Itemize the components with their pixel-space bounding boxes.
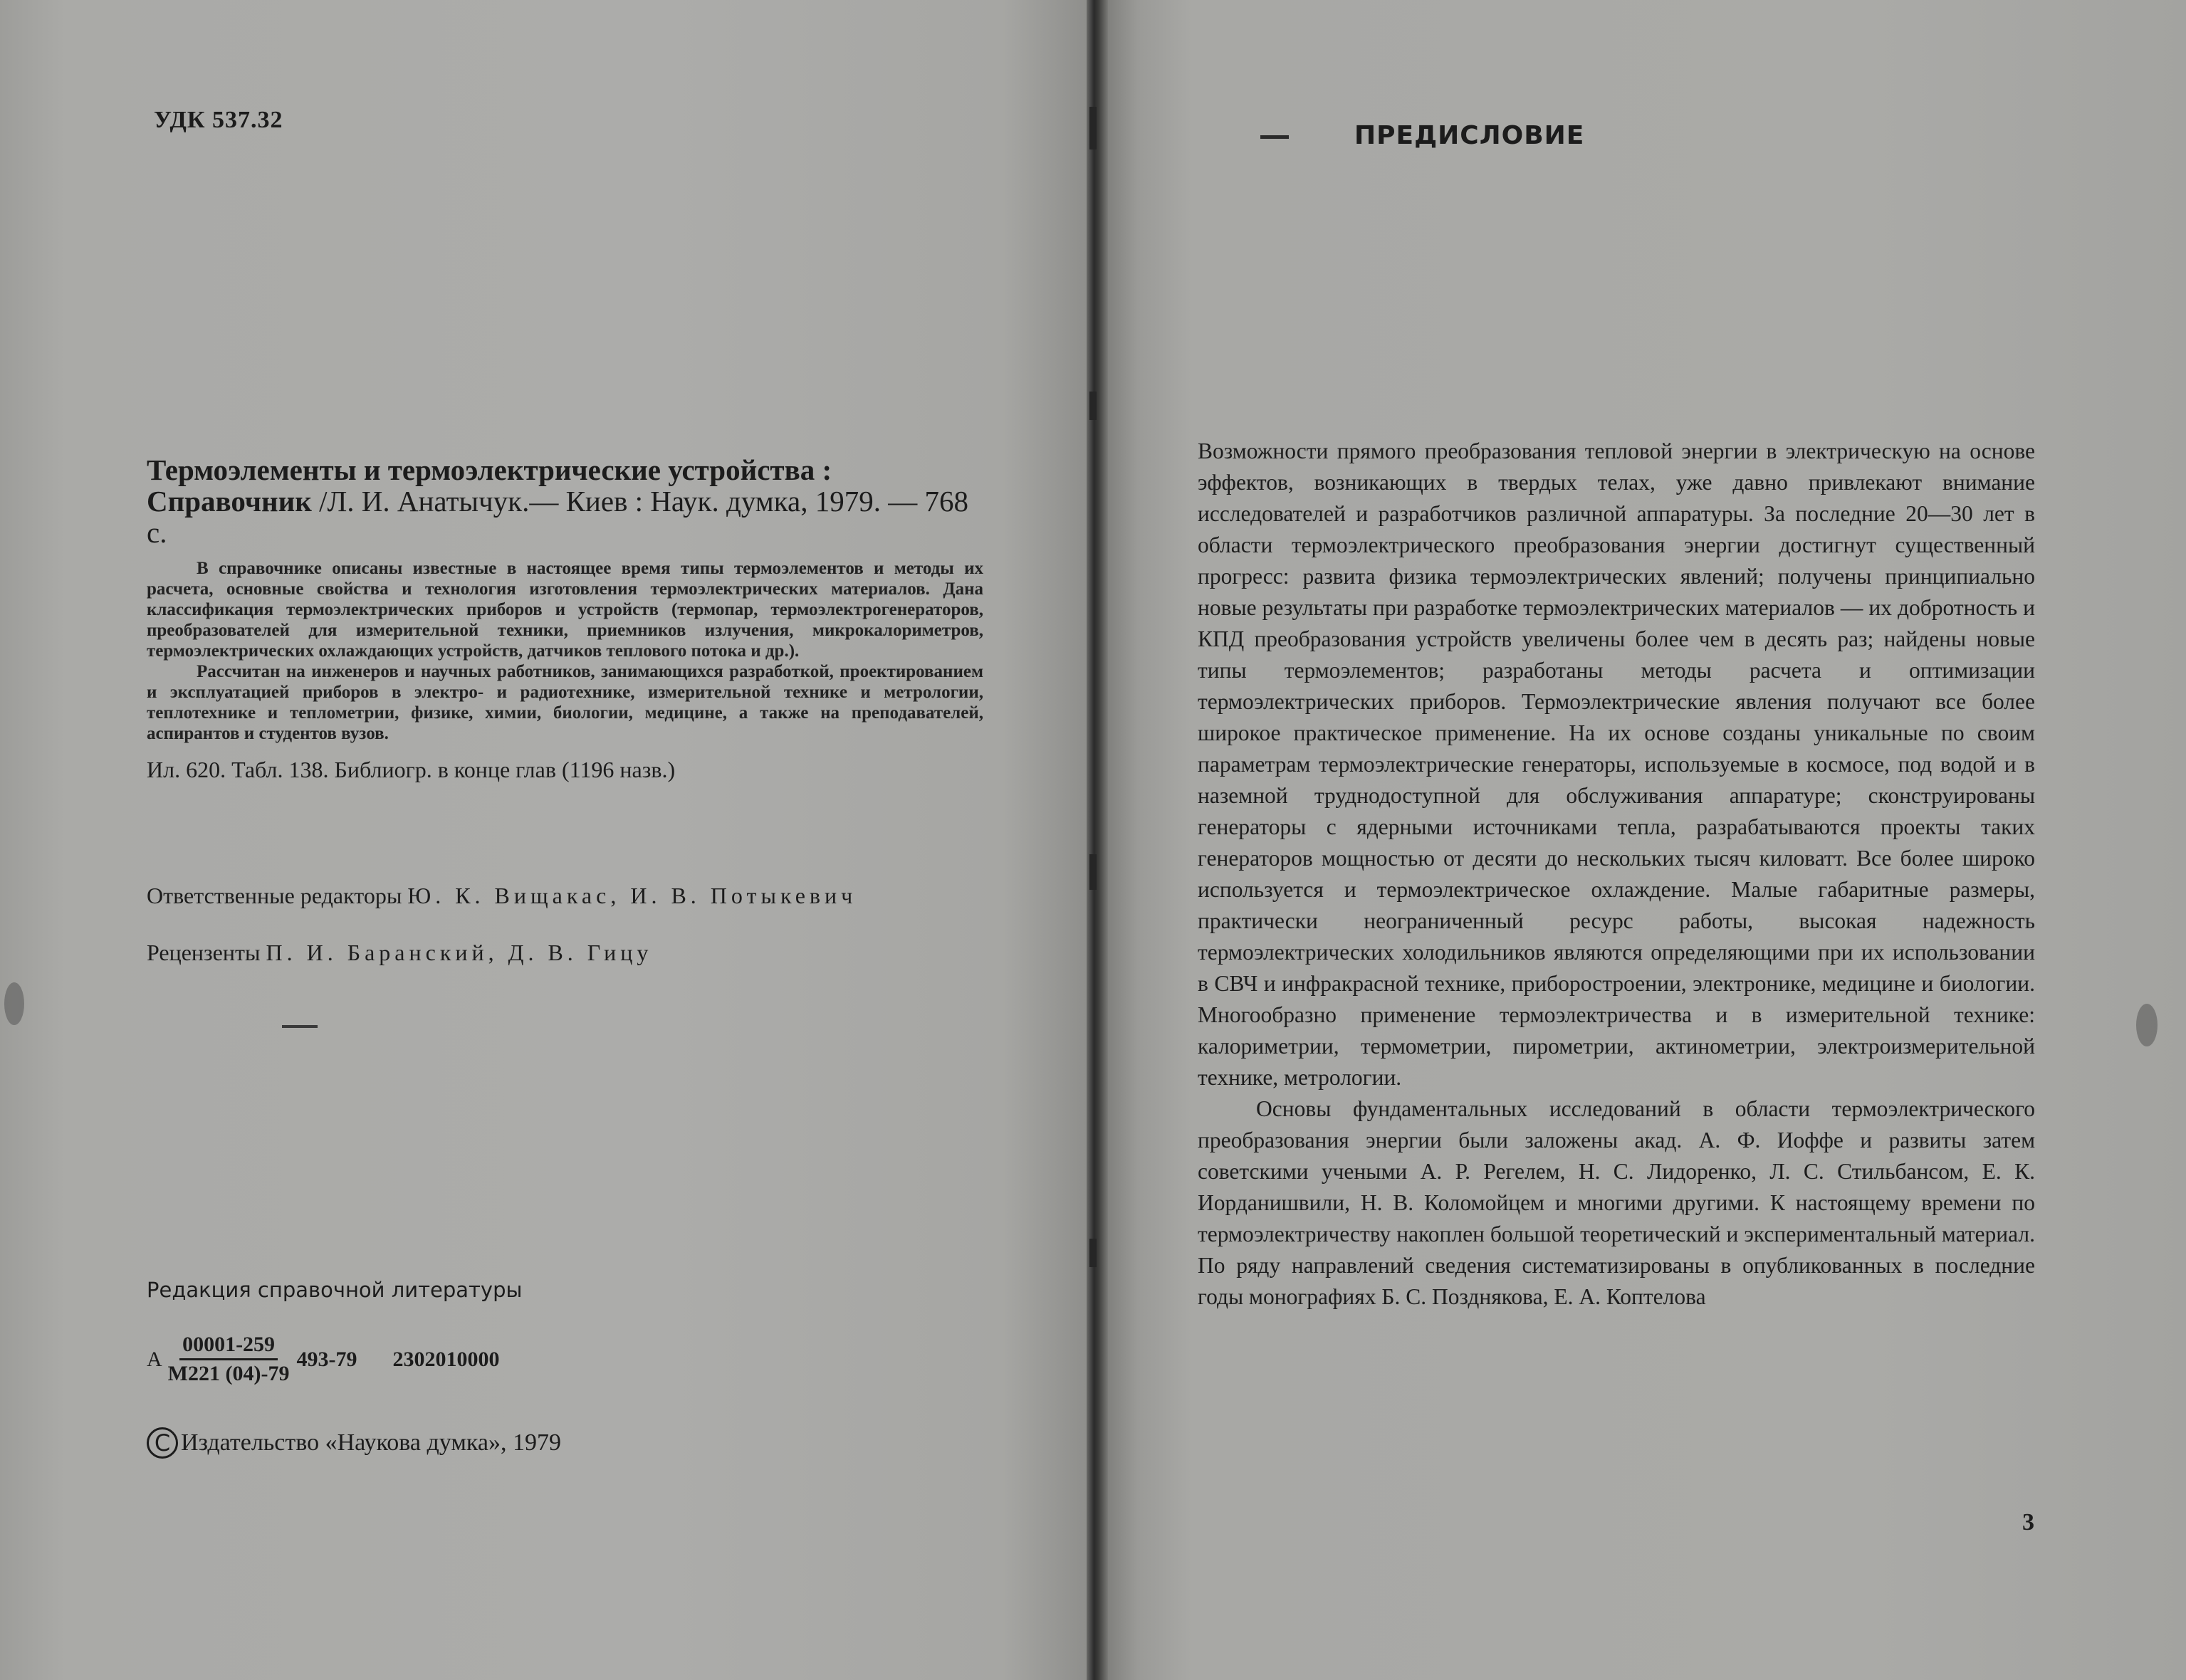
- spine-stitch: [1089, 392, 1097, 420]
- code-denominator: М221 (04)-79: [167, 1362, 290, 1385]
- editors-names: Ю. К. Вищакас, И. В. Потыкевич: [407, 883, 857, 908]
- editorial-office: Редакция справочной литературы: [147, 1278, 523, 1302]
- preface-paragraph: Основы фундаментальных исследований в области термоэлектрического преобразования энергии были заложены акад. А. Ф. Иоффе и развиты затем советскими учеными А. Р. Регелем, Н. С. Лидоренко, Л. С. Стильбансом, Е. К. Иорданишвили, Н. В. Коломойцем и многими другими. К настоящему времени по термоэлектричеству накоплен большой теоретический и экспериментальный материал. По ряду направлений сведения систематизированы в опубликованных в последние годы монографиях Б. С. Позднякова, Е. А. Коптелова: [1198, 1096, 2035, 1309]
- preface-title: ПРЕДИСЛОВИЕ: [1354, 121, 1585, 150]
- code-suffix: 493-79: [296, 1347, 357, 1371]
- publication-code: [147, 1333, 499, 1386]
- preface-text: [1198, 436, 2035, 1313]
- page-number: 3: [2022, 1509, 2034, 1535]
- udk-code: УДК 537.32: [154, 107, 283, 133]
- publisher: Издательство «Наукова думка», 1979: [181, 1429, 561, 1456]
- spine-stitch: [1089, 107, 1097, 149]
- ink-mark: [282, 1025, 318, 1028]
- code-number: 2302010000: [392, 1347, 500, 1371]
- bibliographic-block: [147, 454, 983, 783]
- reviewers: [147, 940, 652, 966]
- page-smudge: [2136, 1004, 2158, 1046]
- reviewers-names: П. И. Баранский, Д. В. Гицу: [266, 940, 653, 965]
- spine-stitch: [1089, 854, 1097, 890]
- ink-mark: [1260, 135, 1289, 139]
- abstract-paragraph: Рассчитан на инженеров и научных работников, занимающихся разработкой, проектированием и эксплуатацией приборов в электро- и радиотехнике, измерительной технике и метрологии, теплотехнике и теплометрии, физике, химии, биологии, медицине, а также на преподавателей, аспирантов и студентов вузов.: [147, 662, 983, 743]
- code-numerator: 00001-259: [179, 1333, 278, 1360]
- code-prefix: А: [147, 1347, 162, 1371]
- book-title-details: /Л. И. Анатычук.— Киев : Наук. думка, 1979. — 768 с.: [147, 485, 968, 549]
- editors-label: Ответственные редакторы: [147, 883, 402, 908]
- code-fraction: [168, 1333, 290, 1386]
- abstract-paragraph: В справочнике описаны известные в настоящее время типы термоэлементов и методы их расчета, основные свойства и технология изготовления термоэлектрических материалов. Дана классификация термоэлектрических приборов и устройств (термопар, термоэлектрогенераторов, преобразователей для измерительной техники, приемников излучения, микрокалориметров, термоэлектрических охлаждающих устройств, датчиков теплового потока и др.).: [147, 559, 983, 661]
- book-spine: [1087, 0, 1108, 1680]
- copyright-line: [147, 1427, 561, 1459]
- copyright-icon: C: [147, 1427, 178, 1459]
- spine-stitch: [1089, 1239, 1097, 1267]
- book-title-main: Термоэлементы и термоэлектрические устройства : Справочник: [147, 453, 832, 518]
- abstract: [147, 558, 983, 744]
- book-title: [147, 454, 983, 548]
- preface-paragraph: Возможности прямого преобразования тепловой энергии в электрическую на основе эффектов, возникающих в твердых телах, уже давно привлекают внимание исследователей и разработчиков различной аппаратуры. За последние 20—30 лет в области термоэлектрического преобразования энергии достигнут существенный прогресс: развита физика термоэлектрических явлений; получены принципиально новые результаты при разработке термоэлектрических материалов — их добротность и КПД преобразования устройств увеличены более чем в десять раз; найдены новые типы термоэлементов; разработаны методы расчета и оптимизации термоэлектрических приборов. Термоэлектрические явления получают все более широкое практическое применение. На их основе созданы уникальные по своим параметрам термоэлектрические генераторы, используемые в космосе, под водой и в наземной труднодоступной для обслуживания аппаратуре; сконструированы генераторы с ядерными источниками тепла, разрабатываются проекты таких генераторов мощностью от десяти до нескольких тысяч киловатт. Все более широко используется и термоэлектрическое охлаждение. Малые габаритные размеры, практически неограниченный ресурс работы, высокая надежность термоэлектрических холодильников являются определяющими при их использовании в СВЧ и инфракрасной технике, приборостроении, электронике, медицине и биологии. Многообразно применение термоэлектричества и в измерительной технике: калориметрии, термометрии, пирометрии, актинометрии, электроизмерительной технике, метрологии.: [1198, 439, 2035, 1090]
- illustrations-count: Ил. 620. Табл. 138. Библиогр. в конце глав (1196 назв.): [147, 757, 676, 782]
- responsible-editors: [147, 883, 857, 909]
- reviewers-label: Рецензенты: [147, 940, 261, 965]
- page-smudge: [4, 982, 24, 1025]
